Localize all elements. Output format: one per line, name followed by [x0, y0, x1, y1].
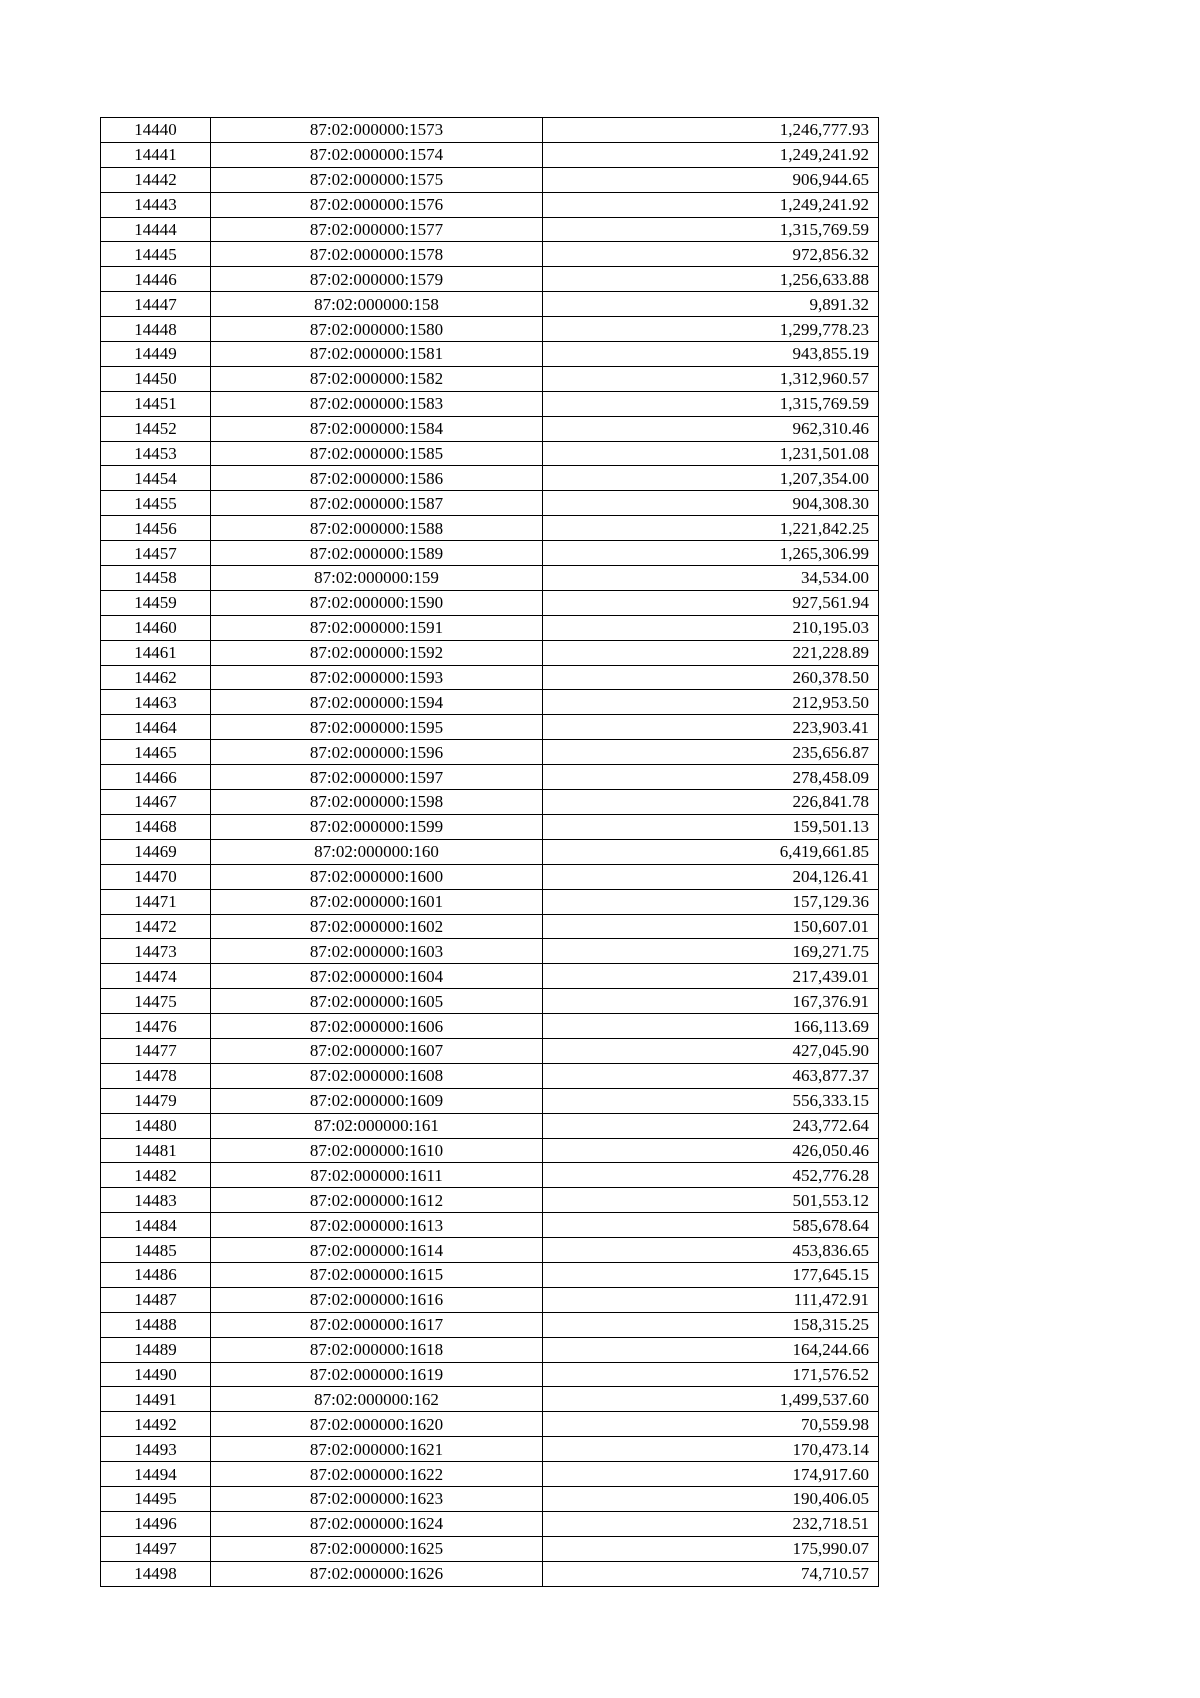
table-row — [101, 1312, 879, 1337]
row-number-cell: 14443 — [101, 192, 211, 217]
cadastral-number-cell: 87:02:000000:1625 — [211, 1536, 543, 1561]
row-number-cell: 14491 — [101, 1387, 211, 1412]
cadastral-value-cell: 190,406.05 — [543, 1486, 879, 1511]
row-number-cell: 14457 — [101, 541, 211, 566]
table-row — [101, 964, 879, 989]
row-number-cell: 14481 — [101, 1138, 211, 1163]
row-number-cell: 14474 — [101, 964, 211, 989]
cadastral-number-cell: 87:02:000000:1597 — [211, 765, 543, 790]
row-number-cell: 14477 — [101, 1038, 211, 1063]
cadastral-value-cell: 501,553.12 — [543, 1188, 879, 1213]
table-row — [101, 1262, 879, 1287]
table-row — [101, 1063, 879, 1088]
table-row — [101, 1163, 879, 1188]
table-row — [101, 317, 879, 342]
table-row — [101, 466, 879, 491]
cadastral-value-cell: 217,439.01 — [543, 964, 879, 989]
row-number-cell: 14483 — [101, 1188, 211, 1213]
table-row — [101, 118, 879, 143]
cadastral-value-cell: 221,228.89 — [543, 640, 879, 665]
cadastral-value-cell: 34,534.00 — [543, 566, 879, 591]
cadastral-value-cell: 427,045.90 — [543, 1038, 879, 1063]
cadastral-value-cell: 1,299,778.23 — [543, 317, 879, 342]
row-number-cell: 14462 — [101, 665, 211, 690]
cadastral-number-cell: 87:02:000000:1577 — [211, 217, 543, 242]
row-number-cell: 14470 — [101, 864, 211, 889]
row-number-cell: 14448 — [101, 317, 211, 342]
table-row — [101, 491, 879, 516]
cadastral-value-cell: 175,990.07 — [543, 1536, 879, 1561]
table-row — [101, 1387, 879, 1412]
cadastral-number-cell: 87:02:000000:1582 — [211, 366, 543, 391]
cadastral-value-cell: 1,249,241.92 — [543, 142, 879, 167]
cadastral-number-cell: 87:02:000000:1580 — [211, 317, 543, 342]
cadastral-number-cell: 87:02:000000:160 — [211, 839, 543, 864]
row-number-cell: 14485 — [101, 1238, 211, 1263]
row-number-cell: 14467 — [101, 790, 211, 815]
table-row — [101, 1462, 879, 1487]
cadastral-number-cell: 87:02:000000:1604 — [211, 964, 543, 989]
cadastral-number-cell: 87:02:000000:1620 — [211, 1412, 543, 1437]
cadastral-value-cell: 158,315.25 — [543, 1312, 879, 1337]
cadastral-number-cell: 87:02:000000:1594 — [211, 690, 543, 715]
cadastral-number-cell: 87:02:000000:1588 — [211, 516, 543, 541]
row-number-cell: 14476 — [101, 1014, 211, 1039]
cadastral-number-cell: 87:02:000000:1590 — [211, 590, 543, 615]
table-row — [101, 814, 879, 839]
cadastral-number-cell: 87:02:000000:1613 — [211, 1213, 543, 1238]
row-number-cell: 14482 — [101, 1163, 211, 1188]
row-number-cell: 14479 — [101, 1088, 211, 1113]
row-number-cell: 14465 — [101, 740, 211, 765]
table-row — [101, 167, 879, 192]
cadastral-value-cell: 74,710.57 — [543, 1561, 879, 1586]
table-row — [101, 516, 879, 541]
cadastral-value-cell: 166,113.69 — [543, 1014, 879, 1039]
row-number-cell: 14488 — [101, 1312, 211, 1337]
row-number-cell: 14440 — [101, 118, 211, 143]
cadastral-value-cell: 212,953.50 — [543, 690, 879, 715]
table-row — [101, 142, 879, 167]
table-row — [101, 690, 879, 715]
table-row — [101, 391, 879, 416]
row-number-cell: 14463 — [101, 690, 211, 715]
cadastral-number-cell: 87:02:000000:1624 — [211, 1511, 543, 1536]
table-row — [101, 740, 879, 765]
cadastral-value-cell: 453,836.65 — [543, 1238, 879, 1263]
cadastral-number-cell: 87:02:000000:1584 — [211, 416, 543, 441]
row-number-cell: 14447 — [101, 292, 211, 317]
table-row — [101, 292, 879, 317]
table-row — [101, 416, 879, 441]
row-number-cell: 14453 — [101, 441, 211, 466]
row-number-cell: 14471 — [101, 889, 211, 914]
row-number-cell: 14487 — [101, 1287, 211, 1312]
table-row — [101, 1238, 879, 1263]
cadastral-value-cell: 1,246,777.93 — [543, 118, 879, 143]
cadastral-number-cell: 87:02:000000:161 — [211, 1113, 543, 1138]
table-row — [101, 590, 879, 615]
cadastral-value-cell: 157,129.36 — [543, 889, 879, 914]
cadastral-value-cell: 1,221,842.25 — [543, 516, 879, 541]
cadastral-value-cell: 1,315,769.59 — [543, 391, 879, 416]
row-number-cell: 14451 — [101, 391, 211, 416]
cadastral-number-cell: 87:02:000000:1622 — [211, 1462, 543, 1487]
cadastral-value-cell: 904,308.30 — [543, 491, 879, 516]
cadastral-number-cell: 87:02:000000:1574 — [211, 142, 543, 167]
cadastral-number-cell: 87:02:000000:1623 — [211, 1486, 543, 1511]
row-number-cell: 14444 — [101, 217, 211, 242]
row-number-cell: 14449 — [101, 342, 211, 367]
cadastral-number-cell: 87:02:000000:1575 — [211, 167, 543, 192]
cadastral-value-cell: 223,903.41 — [543, 715, 879, 740]
cadastral-value-cell: 927,561.94 — [543, 590, 879, 615]
row-number-cell: 14497 — [101, 1536, 211, 1561]
cadastral-number-cell: 87:02:000000:1618 — [211, 1337, 543, 1362]
row-number-cell: 14486 — [101, 1262, 211, 1287]
cadastral-value-cell: 226,841.78 — [543, 790, 879, 815]
cadastral-number-cell: 87:02:000000:1600 — [211, 864, 543, 889]
table-row — [101, 1337, 879, 1362]
cadastral-value-cell: 1,249,241.92 — [543, 192, 879, 217]
cadastral-value-cell: 1,265,306.99 — [543, 541, 879, 566]
table-body — [101, 118, 879, 1587]
cadastral-number-cell: 87:02:000000:1608 — [211, 1063, 543, 1088]
cadastral-value-cell: 6,419,661.85 — [543, 839, 879, 864]
table-row — [101, 267, 879, 292]
cadastral-number-cell: 87:02:000000:158 — [211, 292, 543, 317]
table-row — [101, 1362, 879, 1387]
cadastral-number-cell: 87:02:000000:1593 — [211, 665, 543, 690]
table-row — [101, 914, 879, 939]
cadastral-number-cell: 87:02:000000:1578 — [211, 242, 543, 267]
table-row — [101, 1213, 879, 1238]
cadastral-number-cell: 87:02:000000:1611 — [211, 1163, 543, 1188]
row-number-cell: 14456 — [101, 516, 211, 541]
cadastral-number-cell: 87:02:000000:1612 — [211, 1188, 543, 1213]
row-number-cell: 14473 — [101, 939, 211, 964]
table-row — [101, 1561, 879, 1586]
cadastral-number-cell: 87:02:000000:159 — [211, 566, 543, 591]
cadastral-value-cell: 232,718.51 — [543, 1511, 879, 1536]
cadastral-value-cell: 177,645.15 — [543, 1262, 879, 1287]
table-row — [101, 342, 879, 367]
row-number-cell: 14495 — [101, 1486, 211, 1511]
cadastral-value-cell: 171,576.52 — [543, 1362, 879, 1387]
table-row — [101, 989, 879, 1014]
table-row — [101, 1188, 879, 1213]
cadastral-number-cell: 87:02:000000:1581 — [211, 342, 543, 367]
cadastral-number-cell: 87:02:000000:1592 — [211, 640, 543, 665]
row-number-cell: 14458 — [101, 566, 211, 591]
cadastral-value-cell: 164,244.66 — [543, 1337, 879, 1362]
cadastral-value-cell: 260,378.50 — [543, 665, 879, 690]
row-number-cell: 14466 — [101, 765, 211, 790]
table-row — [101, 217, 879, 242]
cadastral-value-cell: 1,499,537.60 — [543, 1387, 879, 1412]
cadastral-value-cell: 972,856.32 — [543, 242, 879, 267]
cadastral-number-cell: 87:02:000000:1589 — [211, 541, 543, 566]
cadastral-number-cell: 87:02:000000:1610 — [211, 1138, 543, 1163]
row-number-cell: 14496 — [101, 1511, 211, 1536]
cadastral-value-cell: 962,310.46 — [543, 416, 879, 441]
row-number-cell: 14492 — [101, 1412, 211, 1437]
table-row — [101, 1088, 879, 1113]
row-number-cell: 14498 — [101, 1561, 211, 1586]
cadastral-value-cell: 1,231,501.08 — [543, 441, 879, 466]
cadastral-value-cell: 204,126.41 — [543, 864, 879, 889]
table-row — [101, 640, 879, 665]
cadastral-value-cell: 585,678.64 — [543, 1213, 879, 1238]
cadastral-number-cell: 87:02:000000:1595 — [211, 715, 543, 740]
row-number-cell: 14469 — [101, 839, 211, 864]
row-number-cell: 14455 — [101, 491, 211, 516]
cadastral-number-cell: 87:02:000000:1576 — [211, 192, 543, 217]
cadastral-number-cell: 87:02:000000:1587 — [211, 491, 543, 516]
table-row — [101, 665, 879, 690]
row-number-cell: 14468 — [101, 814, 211, 839]
cadastral-value-cell: 556,333.15 — [543, 1088, 879, 1113]
cadastral-number-cell: 87:02:000000:1603 — [211, 939, 543, 964]
cadastral-value-cell: 111,472.91 — [543, 1287, 879, 1312]
cadastral-number-cell: 87:02:000000:1605 — [211, 989, 543, 1014]
cadastral-value-cell: 426,050.46 — [543, 1138, 879, 1163]
table-row — [101, 765, 879, 790]
cadastral-number-cell: 87:02:000000:1606 — [211, 1014, 543, 1039]
cadastral-number-cell: 87:02:000000:1609 — [211, 1088, 543, 1113]
table-row — [101, 1536, 879, 1561]
cadastral-value-cell: 70,559.98 — [543, 1412, 879, 1437]
cadastral-value-cell: 174,917.60 — [543, 1462, 879, 1487]
table-row — [101, 192, 879, 217]
cadastral-number-cell: 87:02:000000:1607 — [211, 1038, 543, 1063]
table-row — [101, 939, 879, 964]
row-number-cell: 14493 — [101, 1437, 211, 1462]
cadastral-number-cell: 87:02:000000:162 — [211, 1387, 543, 1412]
row-number-cell: 14490 — [101, 1362, 211, 1387]
table-row — [101, 790, 879, 815]
cadastral-number-cell: 87:02:000000:1599 — [211, 814, 543, 839]
row-number-cell: 14459 — [101, 590, 211, 615]
cadastral-number-cell: 87:02:000000:1626 — [211, 1561, 543, 1586]
cadastral-number-cell: 87:02:000000:1585 — [211, 441, 543, 466]
row-number-cell: 14442 — [101, 167, 211, 192]
row-number-cell: 14472 — [101, 914, 211, 939]
row-number-cell: 14480 — [101, 1113, 211, 1138]
table-row — [101, 839, 879, 864]
row-number-cell: 14445 — [101, 242, 211, 267]
cadastral-number-cell: 87:02:000000:1614 — [211, 1238, 543, 1263]
cadastral-value-cell: 463,877.37 — [543, 1063, 879, 1088]
cadastral-number-cell: 87:02:000000:1596 — [211, 740, 543, 765]
cadastral-number-cell: 87:02:000000:1598 — [211, 790, 543, 815]
table-row — [101, 1511, 879, 1536]
cadastral-value-table — [100, 117, 879, 1587]
cadastral-value-cell: 243,772.64 — [543, 1113, 879, 1138]
row-number-cell: 14489 — [101, 1337, 211, 1362]
cadastral-number-cell: 87:02:000000:1573 — [211, 118, 543, 143]
table-row — [101, 1038, 879, 1063]
table-row — [101, 1014, 879, 1039]
table-row — [101, 864, 879, 889]
table-row — [101, 889, 879, 914]
table-row — [101, 1486, 879, 1511]
cadastral-value-cell: 150,607.01 — [543, 914, 879, 939]
row-number-cell: 14464 — [101, 715, 211, 740]
cadastral-number-cell: 87:02:000000:1617 — [211, 1312, 543, 1337]
cadastral-value-cell: 210,195.03 — [543, 615, 879, 640]
cadastral-number-cell: 87:02:000000:1586 — [211, 466, 543, 491]
cadastral-value-cell: 1,312,960.57 — [543, 366, 879, 391]
table-row — [101, 242, 879, 267]
cadastral-number-cell: 87:02:000000:1579 — [211, 267, 543, 292]
table-row — [101, 615, 879, 640]
cadastral-number-cell: 87:02:000000:1602 — [211, 914, 543, 939]
row-number-cell: 14454 — [101, 466, 211, 491]
row-number-cell: 14484 — [101, 1213, 211, 1238]
row-number-cell: 14478 — [101, 1063, 211, 1088]
table-row — [101, 1437, 879, 1462]
row-number-cell: 14441 — [101, 142, 211, 167]
cadastral-number-cell: 87:02:000000:1621 — [211, 1437, 543, 1462]
cadastral-value-cell: 170,473.14 — [543, 1437, 879, 1462]
cadastral-value-cell: 1,207,354.00 — [543, 466, 879, 491]
table-row — [101, 366, 879, 391]
row-number-cell: 14494 — [101, 1462, 211, 1487]
cadastral-number-cell: 87:02:000000:1601 — [211, 889, 543, 914]
row-number-cell: 14450 — [101, 366, 211, 391]
row-number-cell: 14460 — [101, 615, 211, 640]
cadastral-value-cell: 235,656.87 — [543, 740, 879, 765]
table-row — [101, 1113, 879, 1138]
cadastral-value-cell: 1,256,633.88 — [543, 267, 879, 292]
cadastral-value-cell: 278,458.09 — [543, 765, 879, 790]
cadastral-value-cell: 169,271.75 — [543, 939, 879, 964]
row-number-cell: 14461 — [101, 640, 211, 665]
cadastral-number-cell: 87:02:000000:1583 — [211, 391, 543, 416]
table-row — [101, 1287, 879, 1312]
cadastral-value-cell: 1,315,769.59 — [543, 217, 879, 242]
cadastral-number-cell: 87:02:000000:1615 — [211, 1262, 543, 1287]
row-number-cell: 14452 — [101, 416, 211, 441]
cadastral-value-cell: 943,855.19 — [543, 342, 879, 367]
table-row — [101, 1138, 879, 1163]
cadastral-value-cell: 167,376.91 — [543, 989, 879, 1014]
table-row — [101, 441, 879, 466]
row-number-cell: 14475 — [101, 989, 211, 1014]
cadastral-value-cell: 452,776.28 — [543, 1163, 879, 1188]
table-row — [101, 1412, 879, 1437]
table-row — [101, 541, 879, 566]
cadastral-value-cell: 159,501.13 — [543, 814, 879, 839]
cadastral-value-cell: 9,891.32 — [543, 292, 879, 317]
cadastral-number-cell: 87:02:000000:1591 — [211, 615, 543, 640]
table-row — [101, 715, 879, 740]
row-number-cell: 14446 — [101, 267, 211, 292]
cadastral-number-cell: 87:02:000000:1616 — [211, 1287, 543, 1312]
table-row — [101, 566, 879, 591]
cadastral-number-cell: 87:02:000000:1619 — [211, 1362, 543, 1387]
cadastral-value-cell: 906,944.65 — [543, 167, 879, 192]
